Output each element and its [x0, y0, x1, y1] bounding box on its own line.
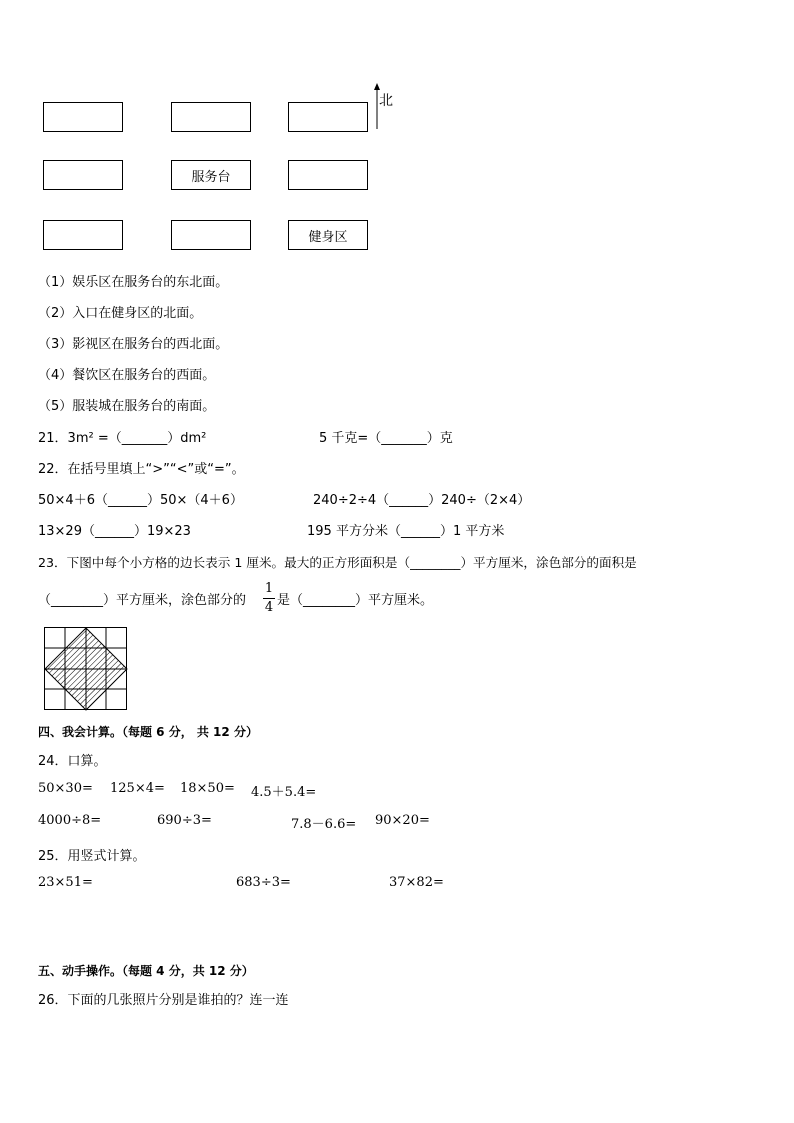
q25-item-1: 23×51=	[38, 875, 93, 890]
grid-figure	[44, 627, 128, 711]
statement-5: （5）服装城在服务台的南面。	[38, 399, 216, 414]
q24-item-8: 90×20=	[375, 813, 430, 828]
q21-left: 21．3m² =（_______）dm²	[38, 431, 207, 446]
section5-title: 五、动手操作。（每题 4 分，共 12 分）	[38, 964, 254, 978]
q24-item-3: 18×50=	[180, 781, 235, 796]
q22-row1-left: 50×4＋6（______）50×（4＋6）	[38, 493, 243, 508]
q24-item-4: 4.5＋5.4=	[251, 785, 317, 800]
q22-row2-right: 195 平方分米（______）1 平方米	[307, 524, 505, 539]
statement-3: （3）影视区在服务台的西北面。	[38, 337, 229, 352]
q24-item-2: 125×4=	[110, 781, 165, 796]
q24-title: 24．口算。	[38, 754, 107, 769]
q23-line2-a: （________）平方厘米，涂色部分的	[38, 593, 247, 608]
q22-title: 22．在括号里填上“>”“<”或“=”。	[38, 462, 245, 477]
q25-title: 25．用竖式计算。	[38, 849, 146, 864]
q24-item-5: 4000÷8=	[38, 813, 102, 828]
q21-right: 5 千克=（_______）克	[319, 431, 453, 446]
north-label: 北	[379, 93, 393, 109]
fraction-one-quarter	[263, 582, 275, 615]
section4-title: 四、我会计算。（每题 6 分， 共 12 分）	[38, 725, 258, 739]
q23-line1: 23．下图中每个小方格的边长表示 1 厘米。最大的正方形面积是（________）平方厘米，涂色部分的面积是	[38, 555, 637, 570]
map-box-2	[171, 102, 251, 132]
q23-line2-b: 是（________）平方厘米。	[277, 593, 434, 608]
q22-row2-left: 13×29（______）19×23	[38, 524, 191, 539]
map-box-service-desk: 服务台	[171, 160, 251, 190]
statement-1: （1）娱乐区在服务台的东北面。	[38, 275, 229, 290]
q24-item-6: 690÷3=	[157, 813, 212, 828]
fraction-denominator: 4	[264, 600, 274, 615]
q22-row1-right: 240÷2÷4（______）240÷（2×4）	[313, 493, 531, 508]
map-box-fitness-area: 健身区	[288, 220, 368, 250]
map-box-6	[288, 160, 368, 190]
statement-4: （4）餐饮区在服务台的西面。	[38, 368, 216, 383]
q24-item-1: 50×30=	[38, 781, 93, 796]
map-box-3	[288, 102, 368, 132]
map-box-4	[43, 160, 123, 190]
map-box-7	[43, 220, 123, 250]
fraction-numerator: 1	[264, 581, 274, 596]
q26-title: 26．下面的几张照片分别是谁拍的？连一连	[38, 993, 289, 1008]
map-box-8	[171, 220, 251, 250]
q25-item-3: 37×82=	[389, 875, 444, 890]
statement-2: （2）入口在健身区的北面。	[38, 306, 203, 321]
q24-item-7: 7.8－6.6=	[291, 817, 357, 832]
q25-item-2: 683÷3=	[236, 875, 291, 890]
map-box-1	[43, 102, 123, 132]
